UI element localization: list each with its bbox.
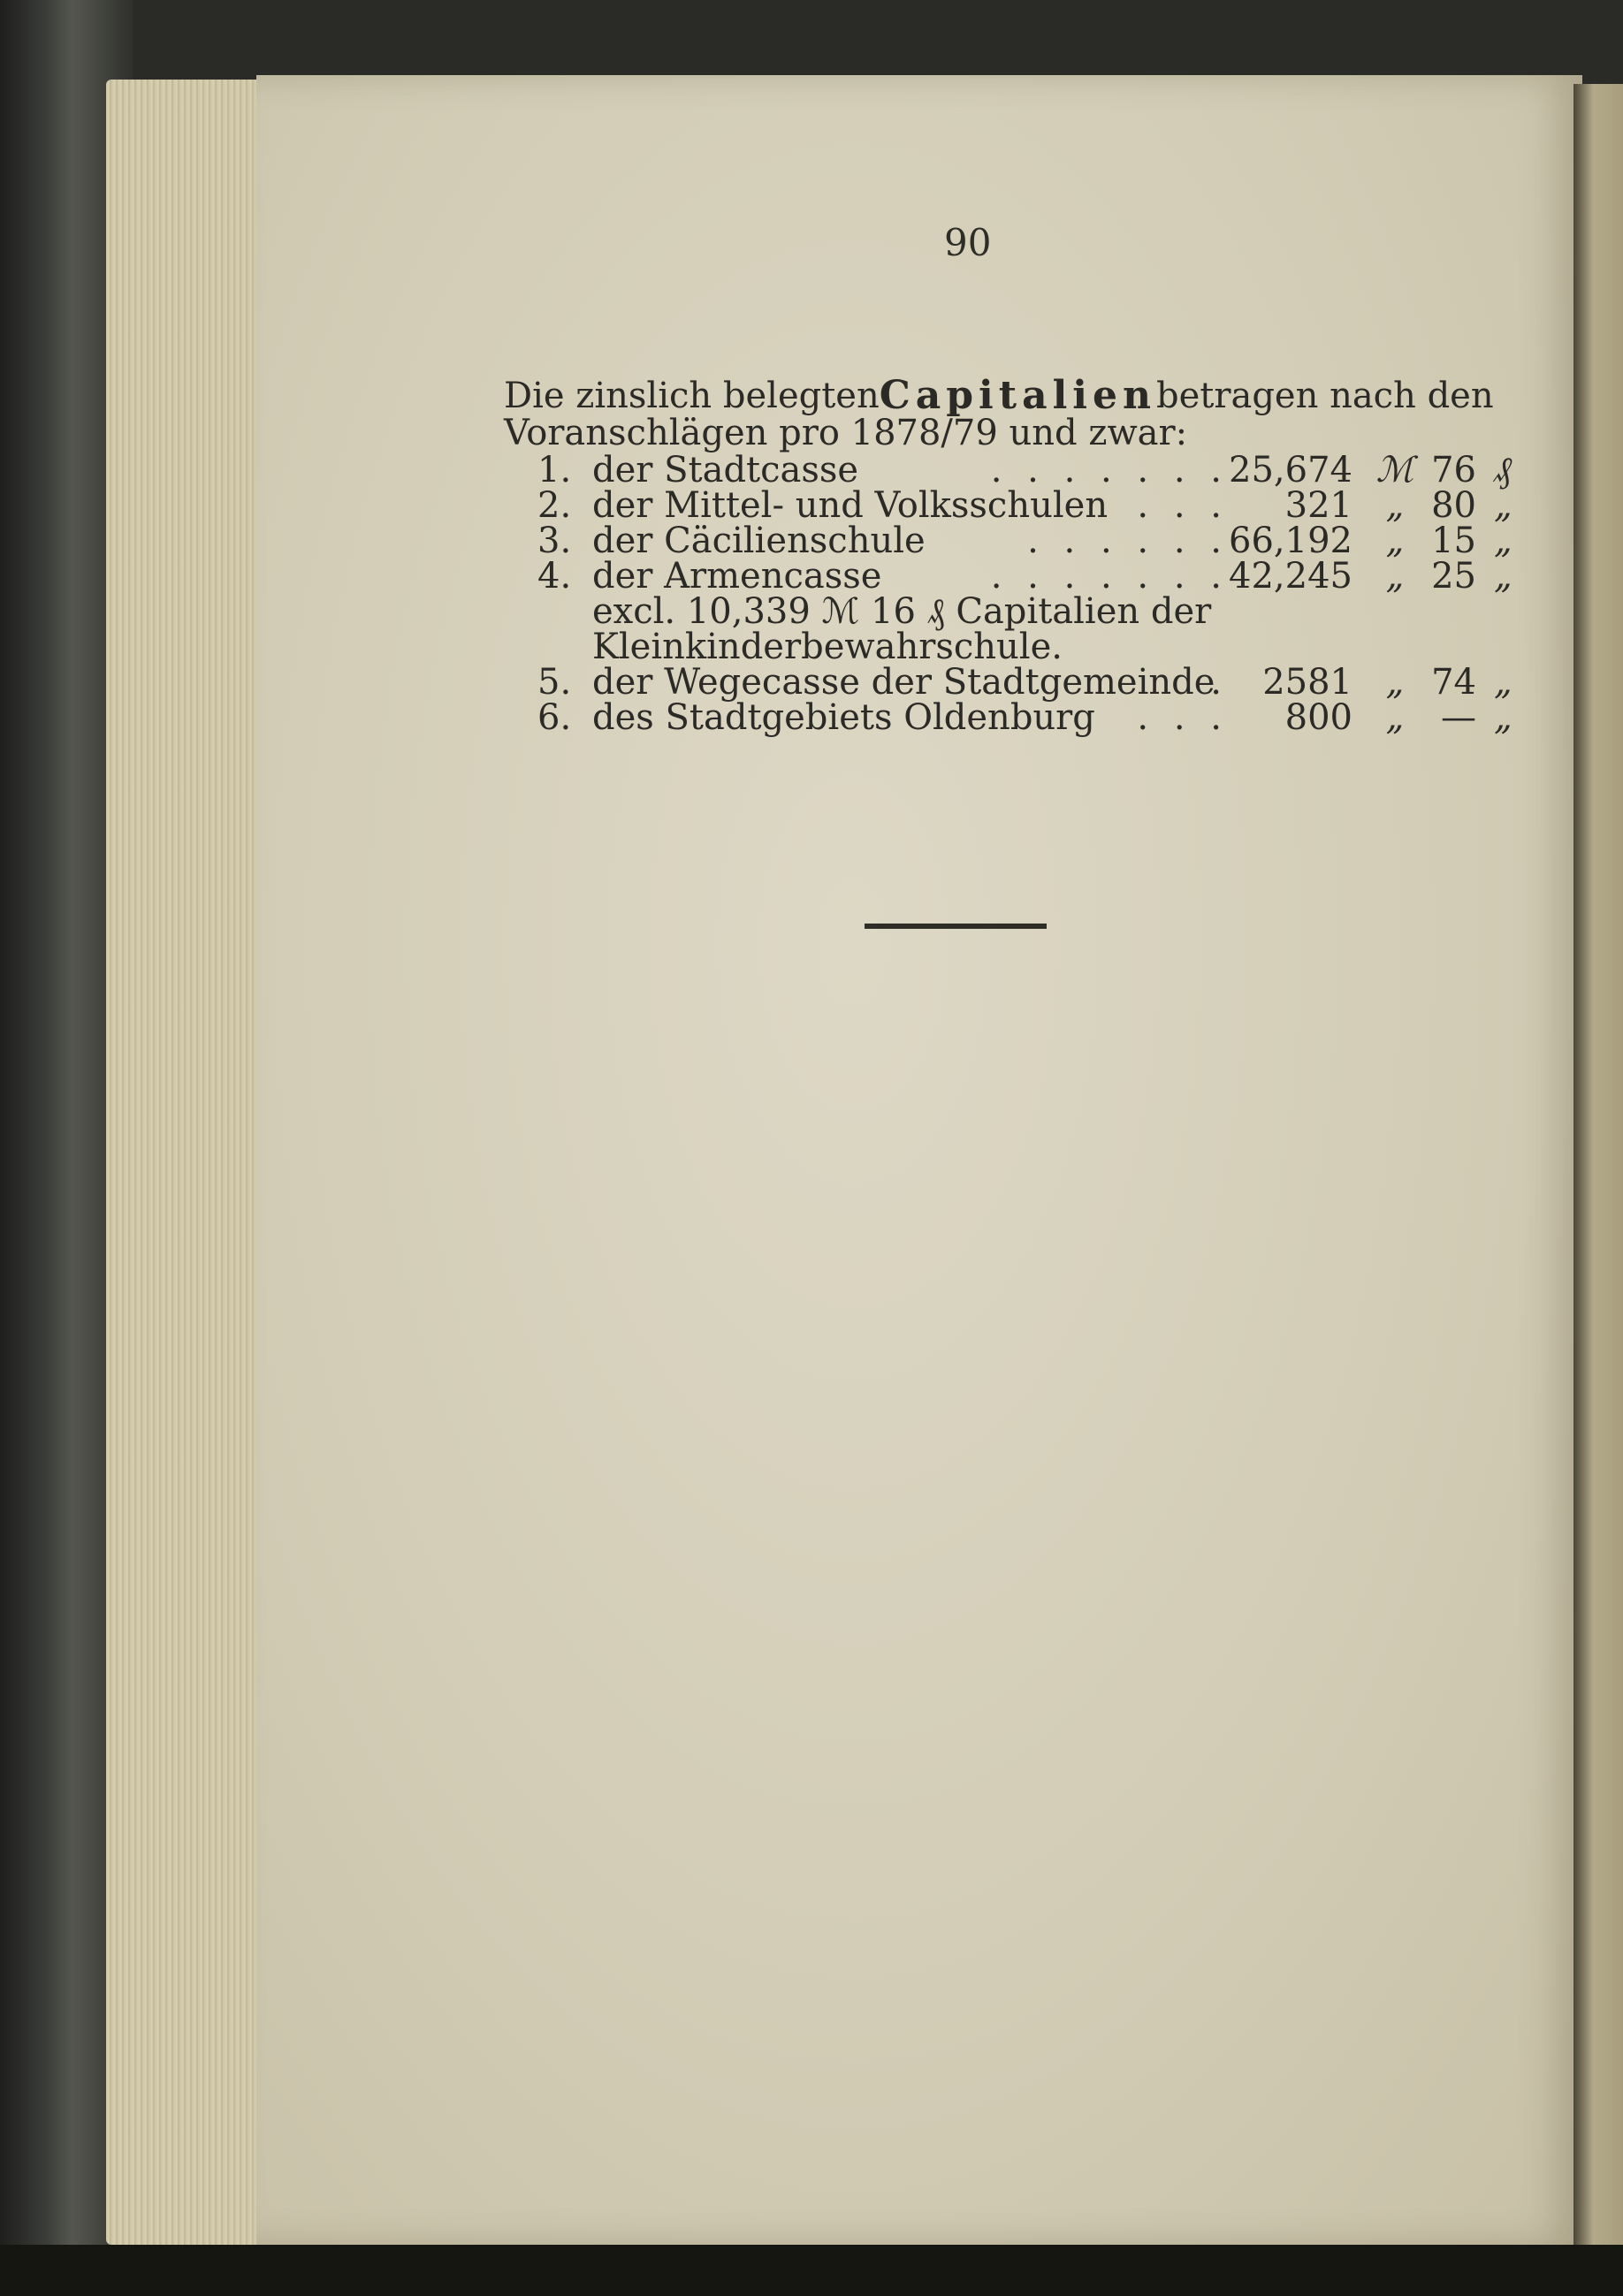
item-label: des Stadtgebiets Oldenburg (592, 697, 1095, 738)
note-text-1: excl. 10,339 ℳ 16 ₰ Capitalien der (592, 591, 1212, 632)
list-item (537, 556, 1513, 597)
list-item (537, 521, 1513, 561)
item-label: der Wegecasse der Stadtgemeinde (592, 662, 1215, 703)
item-label: der Cäcilienschule (592, 521, 926, 561)
item-number: 4. (537, 556, 572, 597)
pfennig-unit: ₰ (1494, 450, 1512, 490)
note-line (537, 629, 1421, 665)
intro-paragraph (504, 373, 1494, 453)
item-number: 5. (537, 662, 572, 703)
item-pfennig: 15 (1431, 521, 1476, 561)
ditto-mark: „ (1385, 485, 1405, 526)
ditto-mark: „ (1494, 697, 1513, 738)
item-amount: 25,674 (1229, 450, 1352, 490)
item-number: 2. (537, 485, 572, 526)
ditto-mark: „ (1385, 697, 1405, 738)
ditto-mark: „ (1494, 662, 1513, 703)
item-number: 3. (537, 521, 572, 561)
item-amount: 800 (1284, 697, 1352, 738)
item-label: der Stadtcasse (592, 450, 859, 490)
list-item (537, 485, 1513, 526)
list-item (537, 662, 1513, 703)
intro-line-1-end: betragen nach den (1156, 376, 1494, 416)
ditto-mark: „ (1494, 556, 1513, 597)
ditto-mark: „ (1385, 521, 1405, 561)
item-pfennig: 80 (1431, 485, 1476, 526)
page-stack-edge (106, 80, 265, 2245)
item-amount: 66,192 (1229, 521, 1352, 561)
intro-line-2 (504, 415, 1423, 452)
item-pfennig: 25 (1431, 556, 1476, 597)
item-label: der Armencasse (592, 556, 882, 597)
intro-line-1-start: Die zinslich belegten (504, 376, 880, 416)
note-line (537, 591, 1421, 632)
page-number: 90 (944, 221, 992, 264)
item-pfennig: — (1441, 697, 1476, 738)
capital-list (537, 450, 1513, 738)
next-page-edge (1573, 84, 1623, 2245)
item-amount: 2581 (1262, 662, 1352, 703)
ditto-mark: „ (1385, 662, 1405, 703)
mark-unit: ℳ (1375, 450, 1414, 490)
ditto-mark: „ (1494, 521, 1513, 561)
leader-dots: . (1210, 662, 1229, 703)
intro-line-2-text: Voranschlägen pro 1878/79 und zwar: (504, 413, 1188, 453)
item-label: der Mittel- und Volksschulen (592, 485, 1109, 526)
background-bottom (0, 2245, 1623, 2296)
ditto-mark: „ (1494, 485, 1513, 526)
leader-dots: . . . . . . . (990, 450, 1229, 490)
item-pfennig: 76 (1431, 450, 1476, 490)
list-item (537, 697, 1513, 738)
section-divider-rule (865, 924, 1047, 929)
item-amount: 321 (1284, 485, 1352, 526)
leader-dots: . . . . . . (1027, 521, 1229, 561)
item-amount: 42,245 (1229, 556, 1352, 597)
note-text-2: Kleinkinderbewahrschule. (592, 627, 1063, 667)
intro-bold-word: Capitalien (879, 373, 1156, 418)
intro-line-1 (504, 373, 1494, 418)
leader-dots: . . . (1137, 485, 1229, 526)
item-number: 6. (537, 697, 572, 738)
item-pfennig: 74 (1431, 662, 1476, 703)
ditto-mark: „ (1385, 556, 1405, 597)
leader-dots: . . . (1137, 697, 1229, 738)
item-number: 1. (537, 450, 572, 490)
list-item (537, 450, 1512, 490)
leader-dots: . . . . . . . (990, 556, 1229, 597)
